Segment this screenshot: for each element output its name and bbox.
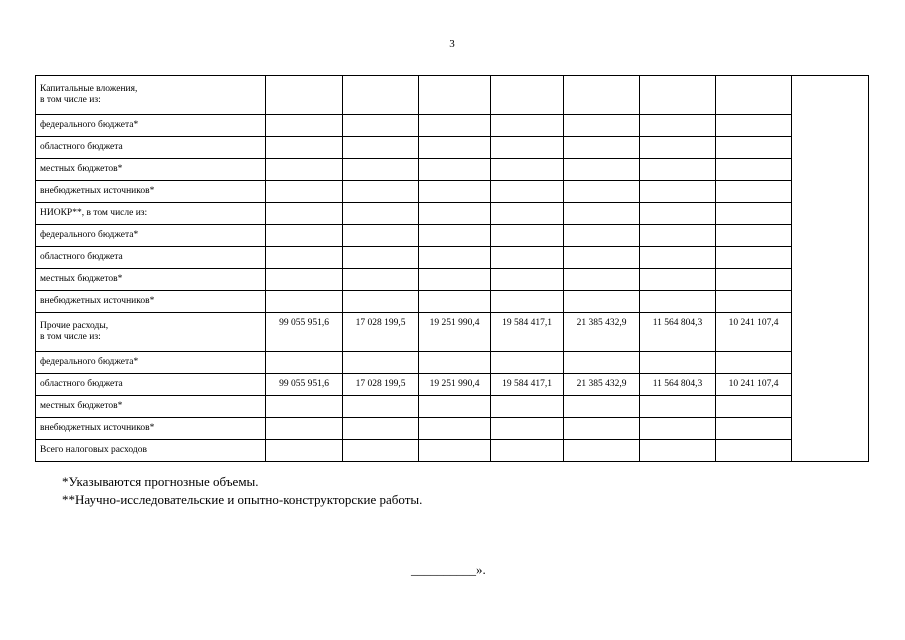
- row-label-line: НИОКР**, в том числе из:: [40, 208, 148, 218]
- value-cell: [266, 203, 343, 225]
- value-cell: [491, 269, 564, 291]
- value-cell: [419, 115, 491, 137]
- row-label-line-2: в том числе из:: [40, 95, 101, 105]
- value-cell: [266, 181, 343, 203]
- table-row: [36, 313, 869, 352]
- table-row: [36, 374, 869, 396]
- value-cell: [640, 396, 716, 418]
- value-cell: [564, 159, 640, 181]
- value-cell: [716, 115, 792, 137]
- value-cell: [491, 291, 564, 313]
- row-label: [36, 115, 266, 137]
- value-cell: [564, 137, 640, 159]
- value-cell: [640, 247, 716, 269]
- page-number: 3: [449, 38, 455, 50]
- value-cell: 10 241 107,4: [716, 374, 792, 396]
- table-row: [36, 76, 869, 115]
- row-label: [36, 352, 266, 374]
- value-cell: [640, 418, 716, 440]
- row-label-line: Прочие расходы,: [40, 321, 109, 331]
- empty-column: [792, 76, 869, 462]
- value-cell: 19 584 417,1: [491, 374, 564, 396]
- value-cell: [491, 247, 564, 269]
- row-label-line: областного бюджета: [40, 379, 123, 389]
- value-cell: [343, 76, 419, 115]
- value-cell: [564, 203, 640, 225]
- value-cell: [343, 269, 419, 291]
- value-cell: [640, 291, 716, 313]
- row-label: [36, 225, 266, 247]
- value-cell: [343, 247, 419, 269]
- value-cell: [491, 181, 564, 203]
- table-row: [36, 159, 869, 181]
- value-cell: [343, 440, 419, 462]
- value-cell: [491, 76, 564, 115]
- value-cell: [716, 203, 792, 225]
- value-cell: [343, 352, 419, 374]
- value-cell: 11 564 804,3: [640, 374, 716, 396]
- value-cell: [564, 396, 640, 418]
- value-cell: [266, 115, 343, 137]
- row-label-line: федерального бюджета*: [40, 120, 139, 130]
- row-label-line: областного бюджета: [40, 252, 123, 262]
- value-cell: [266, 352, 343, 374]
- row-label-line: областного бюджета: [40, 142, 123, 152]
- row-label: [36, 203, 266, 225]
- row-label: [36, 418, 266, 440]
- value-cell: [266, 76, 343, 115]
- table-row: [36, 418, 869, 440]
- value-cell: [716, 418, 792, 440]
- table-row: [36, 396, 869, 418]
- value-cell: [640, 115, 716, 137]
- value-cell: 10 241 107,4: [716, 313, 792, 352]
- value-cell: [716, 76, 792, 115]
- value-cell: [266, 137, 343, 159]
- value-cell: [640, 76, 716, 115]
- value-cell: [491, 352, 564, 374]
- value-cell: 11 564 804,3: [640, 313, 716, 352]
- value-cell: [419, 440, 491, 462]
- value-cell: [419, 352, 491, 374]
- value-cell: [564, 440, 640, 462]
- value-cell: [419, 76, 491, 115]
- row-label: [36, 374, 266, 396]
- value-cell: [640, 159, 716, 181]
- value-cell: [640, 440, 716, 462]
- value-cell: [564, 269, 640, 291]
- value-cell: [343, 418, 419, 440]
- table-row: [36, 352, 869, 374]
- row-label-line: местных бюджетов*: [40, 274, 123, 284]
- row-label-line-2: в том числе из:: [40, 332, 101, 342]
- value-cell: [266, 440, 343, 462]
- value-cell: [419, 396, 491, 418]
- value-cell: [640, 203, 716, 225]
- row-label: [36, 396, 266, 418]
- value-cell: [266, 159, 343, 181]
- value-cell: [491, 440, 564, 462]
- value-cell: 99 055 951,6: [266, 374, 343, 396]
- row-label: [36, 137, 266, 159]
- value-cell: [343, 115, 419, 137]
- value-cell: 19 584 417,1: [491, 313, 564, 352]
- table-row: [36, 181, 869, 203]
- value-cell: [419, 181, 491, 203]
- table-row: [36, 291, 869, 313]
- value-cell: [564, 291, 640, 313]
- value-cell: [640, 352, 716, 374]
- value-cell: [491, 203, 564, 225]
- row-label-line: федерального бюджета*: [40, 357, 139, 367]
- footnotes: [62, 473, 422, 509]
- value-cell: 21 385 432,9: [564, 313, 640, 352]
- value-cell: [716, 159, 792, 181]
- value-cell: [343, 291, 419, 313]
- value-cell: [716, 247, 792, 269]
- value-cell: [266, 418, 343, 440]
- table-row: [36, 225, 869, 247]
- value-cell: [419, 247, 491, 269]
- budget-table: [35, 75, 869, 462]
- row-label: [36, 269, 266, 291]
- value-cell: [491, 159, 564, 181]
- closing-line: __________».: [411, 562, 486, 577]
- value-cell: [419, 418, 491, 440]
- value-cell: [491, 418, 564, 440]
- value-cell: [716, 181, 792, 203]
- footnote-1: *Указываются прогнозные объемы.: [62, 474, 259, 489]
- value-cell: [491, 137, 564, 159]
- value-cell: [343, 137, 419, 159]
- value-cell: [266, 291, 343, 313]
- value-cell: [266, 396, 343, 418]
- value-cell: [564, 225, 640, 247]
- value-cell: [266, 247, 343, 269]
- value-cell: [343, 225, 419, 247]
- value-cell: [564, 247, 640, 269]
- value-cell: [716, 225, 792, 247]
- row-label-line: местных бюджетов*: [40, 164, 123, 174]
- row-label-line: федерального бюджета*: [40, 230, 139, 240]
- value-cell: [343, 203, 419, 225]
- table-row: [36, 247, 869, 269]
- value-cell: [564, 418, 640, 440]
- value-cell: [343, 181, 419, 203]
- value-cell: [419, 291, 491, 313]
- row-label-line: внебюджетных источников*: [40, 296, 155, 306]
- value-cell: [419, 225, 491, 247]
- row-label: [36, 181, 266, 203]
- value-cell: [266, 269, 343, 291]
- row-label: [36, 313, 266, 352]
- value-cell: [419, 269, 491, 291]
- value-cell: [716, 291, 792, 313]
- row-label: [36, 159, 266, 181]
- row-label: [36, 440, 266, 462]
- value-cell: [716, 352, 792, 374]
- table-row: [36, 269, 869, 291]
- row-label-line: внебюджетных источников*: [40, 423, 155, 433]
- value-cell: [419, 137, 491, 159]
- row-label: [36, 291, 266, 313]
- row-label: [36, 247, 266, 269]
- value-cell: [491, 115, 564, 137]
- value-cell: 19 251 990,4: [419, 374, 491, 396]
- value-cell: [266, 225, 343, 247]
- value-cell: [716, 396, 792, 418]
- value-cell: 21 385 432,9: [564, 374, 640, 396]
- value-cell: [491, 225, 564, 247]
- value-cell: [640, 225, 716, 247]
- value-cell: [564, 181, 640, 203]
- value-cell: [640, 137, 716, 159]
- value-cell: 19 251 990,4: [419, 313, 491, 352]
- row-label: [36, 76, 266, 115]
- table-row: [36, 137, 869, 159]
- value-cell: [343, 396, 419, 418]
- value-cell: [419, 159, 491, 181]
- table-row: [36, 440, 869, 462]
- row-label-line: Капитальные вложения,: [40, 84, 138, 94]
- value-cell: [564, 76, 640, 115]
- footnote-2: **Научно-исследовательские и опытно-конструкторские работы.: [62, 492, 423, 507]
- value-cell: [716, 440, 792, 462]
- row-label-line: местных бюджетов*: [40, 401, 123, 411]
- value-cell: 17 028 199,5: [343, 374, 419, 396]
- table-row: [36, 115, 869, 137]
- value-cell: [419, 203, 491, 225]
- row-label-line: внебюджетных источников*: [40, 186, 155, 196]
- value-cell: [716, 137, 792, 159]
- row-label-line: Всего налоговых расходов: [40, 445, 147, 455]
- value-cell: 99 055 951,6: [266, 313, 343, 352]
- value-cell: [640, 269, 716, 291]
- value-cell: [491, 396, 564, 418]
- value-cell: [640, 181, 716, 203]
- value-cell: 17 028 199,5: [343, 313, 419, 352]
- value-cell: [716, 269, 792, 291]
- table-row: [36, 203, 869, 225]
- value-cell: [343, 159, 419, 181]
- value-cell: [564, 115, 640, 137]
- value-cell: [564, 352, 640, 374]
